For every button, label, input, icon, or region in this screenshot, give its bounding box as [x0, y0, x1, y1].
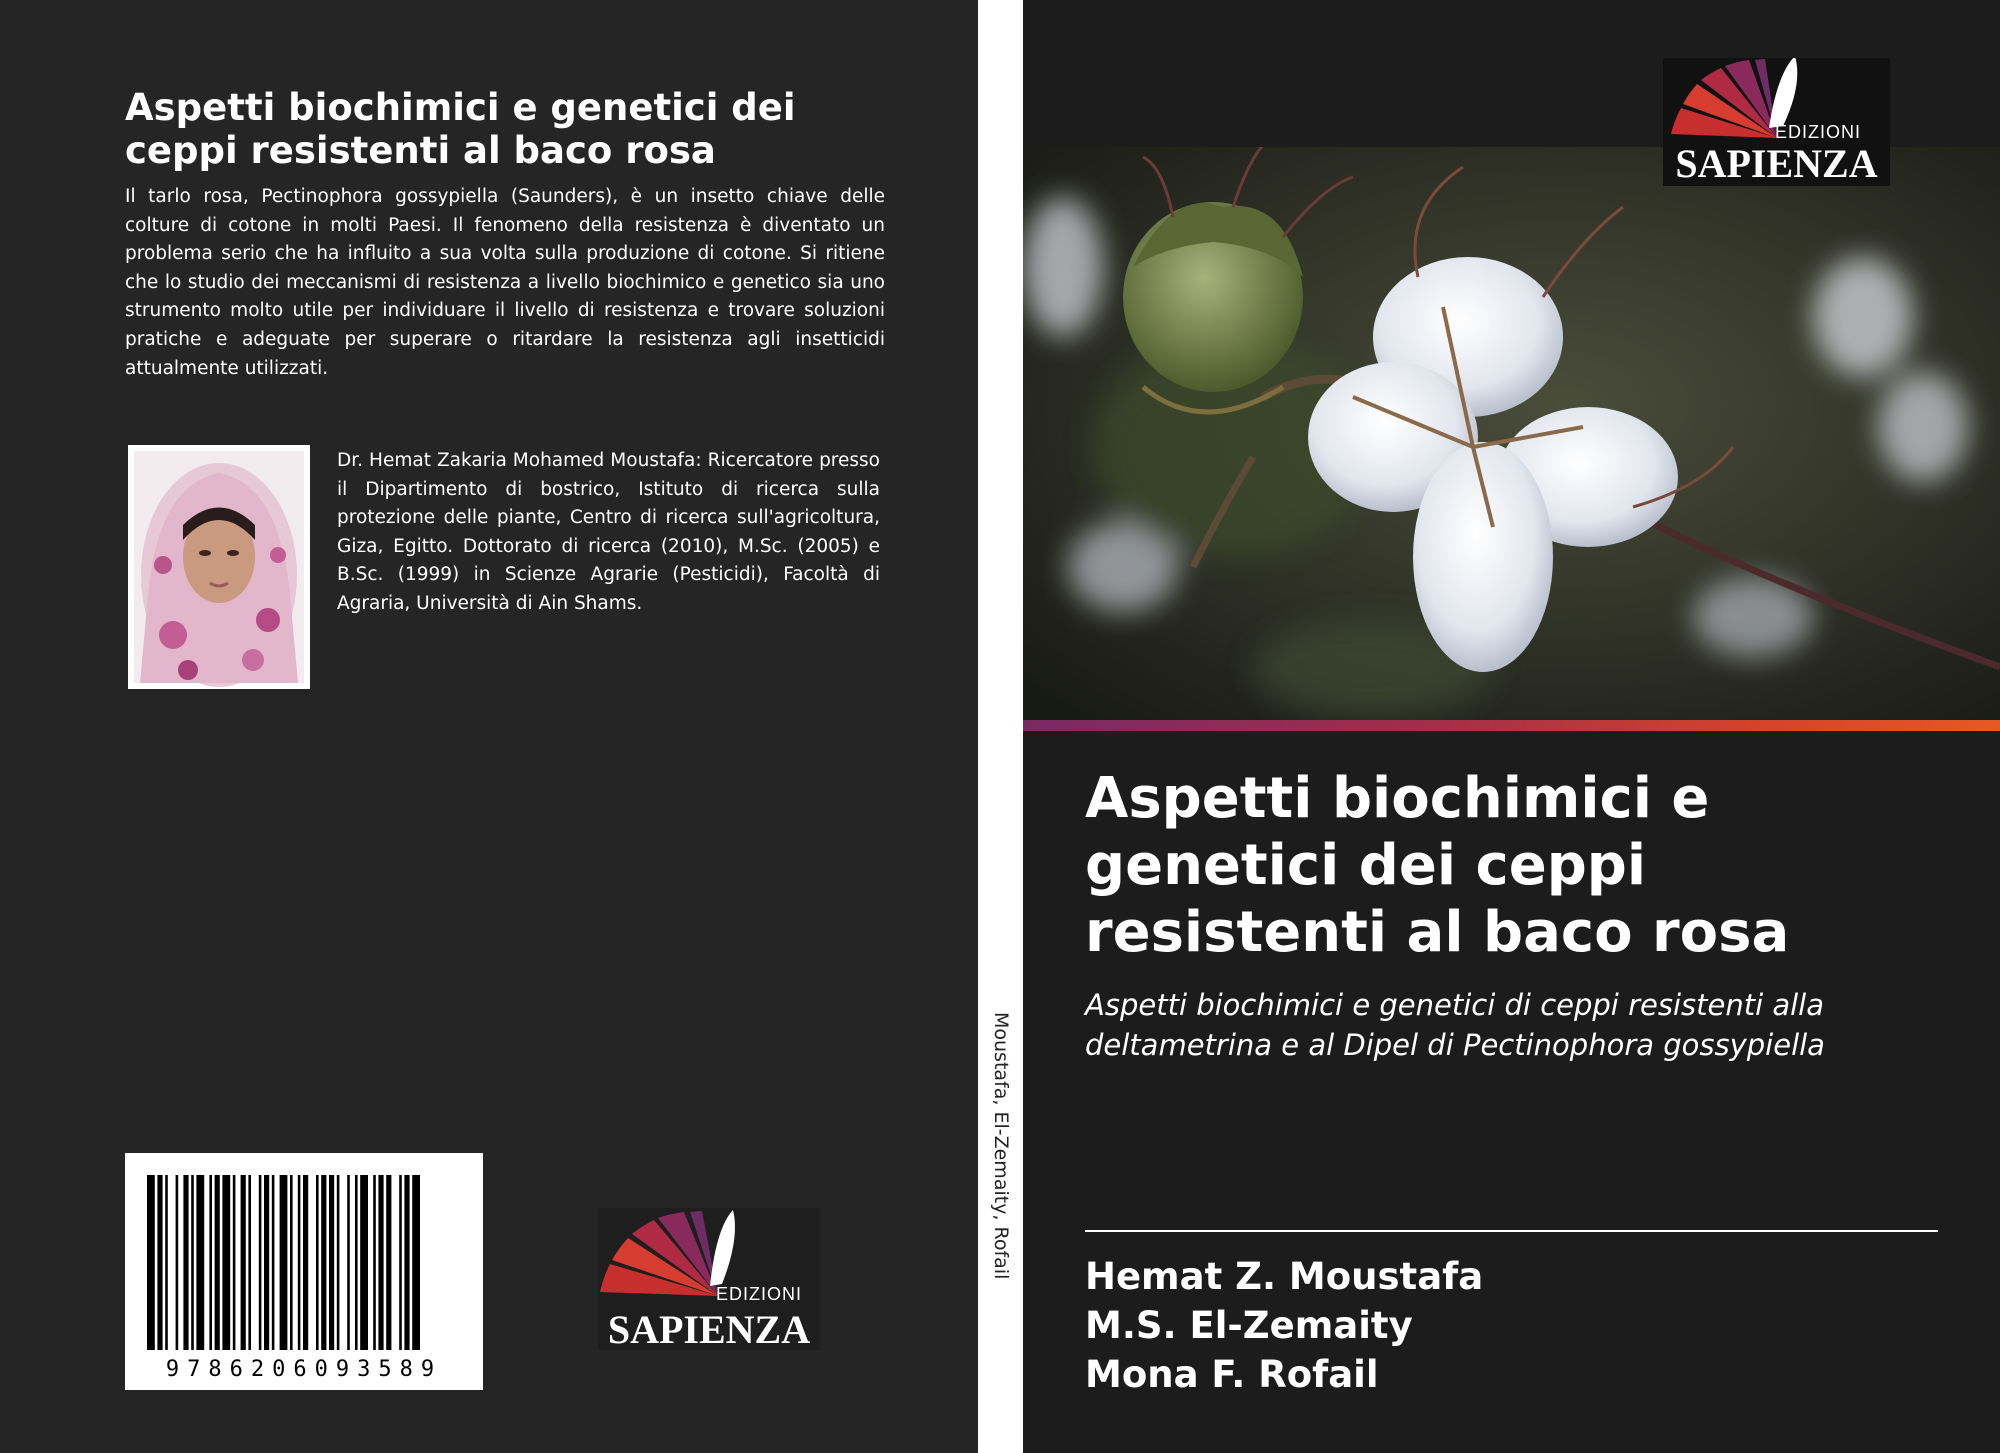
- author-name: M.S. El-Zemaity: [1085, 1304, 1413, 1347]
- publisher-logo-front: [1663, 58, 1890, 186]
- author-divider: [1085, 1230, 1938, 1232]
- back-cover-blurb: Il tarlo rosa, Pectinophora gossypiella (Saunders), è un insetto chiave delle colture di cotone in molti Paesi. Il fenomeno della resistenza è diventato un problema serio che ha influito a sua volta sulla produzione di cotone. Si ritiene che lo studio dei meccanismi di resistenza a livello biochimico e genetico sia uno strumento molto utile per individuare il livello di resistenza e trovare soluzioni pratiche e adeguate per superare o ritardare la resistenza agli insetticidi attualmente utilizzati.: [125, 186, 885, 379]
- author-name: Hemat Z. Moustafa: [1085, 1255, 1484, 1298]
- front-cover-title: Aspetti biochimici e genetici dei ceppi resistenti al baco rosa: [1085, 766, 1790, 965]
- publisher-name-front: SAPIENZA: [1675, 141, 1878, 186]
- publisher-imprint-front: EDIZIONI: [1775, 122, 1862, 142]
- barcode-digits: 9786206093589: [165, 1357, 443, 1382]
- spine-authors: Moustafa, El-Zemaity, Rofail: [990, 1012, 1012, 1280]
- author-list: [1085, 1252, 1483, 1399]
- publisher-imprint-back: EDIZIONI: [716, 1284, 803, 1304]
- cotton-boll-photo: [1023, 147, 2000, 720]
- publisher-name-back: SAPIENZA: [607, 1307, 811, 1352]
- accent-gradient-bar: [1023, 720, 2000, 731]
- publisher-logo-back: [598, 1208, 820, 1350]
- front-cover-subtitle: Aspetti biochimici e genetici di ceppi resistenti alla deltametrina e al Dipel di Pectinophora gossypiella: [1085, 988, 1825, 1062]
- author-name: Mona F. Rofail: [1085, 1353, 1379, 1396]
- author-bio: Dr. Hemat Zakaria Mohamed Moustafa: Ricercatore presso il Dipartimento di bostrico, Istituto di ricerca sulla protezione delle piante, Centro di ricerca sull'agricoltura, Giza, Egitto. Dottorato di ricerca (2010), M.Sc. (2005) e B.Sc. (1999) in Scienze Agrarie (Pesticidi), Facoltà di Agraria, Università di Ain Shams.: [337, 450, 880, 614]
- back-cover-title: Aspetti biochimici e genetici dei ceppi resistenti al baco rosa: [125, 86, 796, 172]
- isbn-barcode: [125, 1153, 483, 1390]
- author-photo: [128, 445, 310, 689]
